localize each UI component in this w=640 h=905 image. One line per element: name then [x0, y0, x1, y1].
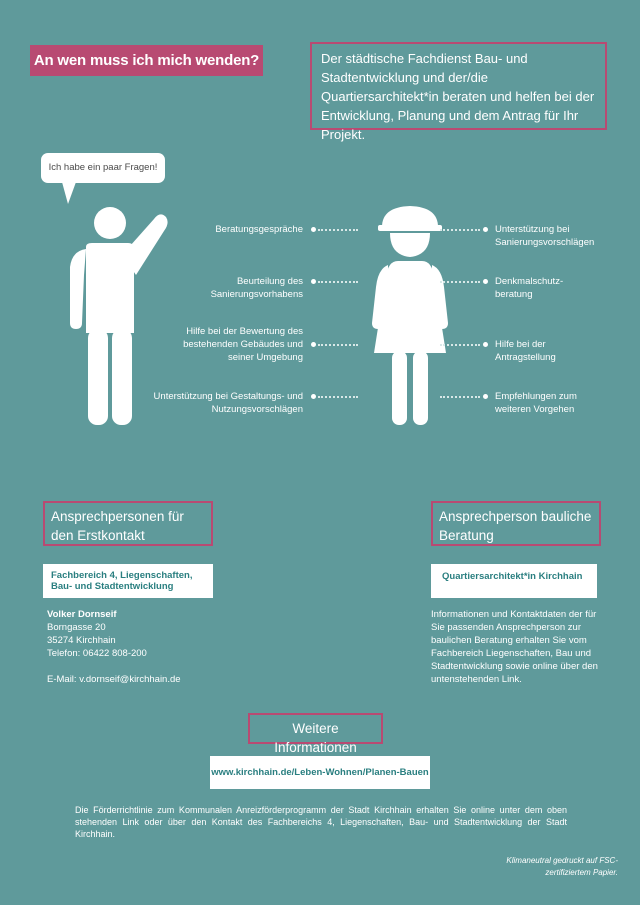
contact-street: Borngasse 20: [47, 622, 106, 633]
connector-line: [440, 344, 480, 346]
contact-left-department: Fachbereich 4, Liegenschaften, Bau- und Stadtentwicklung: [43, 564, 213, 598]
connector-dot: [483, 342, 488, 347]
speech-bubble: Ich habe ein paar Fragen!: [41, 153, 165, 183]
eco-print-note: Klimaneutral gedruckt auf FSC-zertifiziertem Papier.: [506, 856, 618, 877]
connector-line: [318, 344, 358, 346]
connector-dot: [483, 279, 488, 284]
contact-right-info: Informationen und Kontaktdaten der für Sie passenden Ansprechperson zur baulichen Beratung erhalten Sie vom Fachbereich Liegenschaften, Bau und Stadtentwicklung sowie online über den untenstehenden Link.: [431, 609, 598, 685]
connector-line: [318, 396, 358, 398]
connector-dot: [311, 279, 316, 284]
contact-right-heading: Ansprechperson bauliche Beratung: [431, 501, 601, 546]
connector-line: [318, 281, 358, 283]
contact-name: Volker Dornseif: [47, 609, 117, 620]
contact-right-role: Quartiersarchitekt*in Kirchhain: [431, 564, 597, 598]
contact-email-link[interactable]: E-Mail: v.dornseif@kirchhain.de: [47, 674, 181, 685]
contact-left-heading: Ansprechpersonen für den Erstkontakt: [43, 501, 213, 546]
connector-dot: [311, 342, 316, 347]
speech-bubble-tail: [62, 182, 76, 204]
connector-dot: [483, 394, 488, 399]
left-item-4: Unterstützung bei Gestaltungs- und Nutzungsvorschlägen: [153, 391, 303, 415]
connector-line: [318, 229, 358, 231]
left-item-1: Beratungsgespräche: [215, 224, 303, 235]
contact-phone: Telefon: 06422 808-200: [47, 648, 147, 659]
left-item-2: Beurteilung des Sanierungsvorhabens: [210, 276, 303, 300]
question-banner: An wen muss ich mich wenden?: [30, 45, 263, 76]
connector-dot: [311, 394, 316, 399]
website-link[interactable]: www.kirchhain.de/Leben-Wohnen/Planen-Bauen: [210, 756, 430, 789]
contact-city: 35274 Kirchhain: [47, 635, 116, 646]
connector-line: [440, 396, 480, 398]
left-item-3: Hilfe bei der Bewertung des bestehenden Gebäudes und seiner Umgebung: [183, 326, 303, 363]
connector-dot: [311, 227, 316, 232]
right-item-4: Empfehlungen zum weiteren Vorgehen: [495, 391, 577, 415]
right-item-1: Unterstützung bei Sanierungsvorschlägen: [495, 224, 595, 248]
right-item-2: Denkmalschutz-beratung: [495, 276, 564, 300]
connector-line: [440, 281, 480, 283]
right-item-3: Hilfe bei der Antragstellung: [495, 339, 556, 363]
architect-figure-icon: [370, 203, 450, 428]
connector-dot: [483, 227, 488, 232]
more-info-heading: Weitere Informationen: [248, 713, 383, 744]
funding-guideline-text: Die Förderrichtlinie zum Kommunalen Anreizförderprogramm der Stadt Kirchhain erhalten Sie online unter dem oben stehenden Link oder über den Kontakt des Fachbereichs 4, Liegenschaften, Bau- und Stadtentwicklung der Stadt Kirchhain.: [75, 805, 567, 839]
connector-line: [440, 229, 480, 231]
intro-text-box: Der städtische Fachdienst Bau- und Stadtentwicklung und der/die Quartiersarchitekt*in beraten und helfen bei der Entwicklung, Planung und dem Antrag für Ihr Projekt.: [310, 42, 607, 130]
